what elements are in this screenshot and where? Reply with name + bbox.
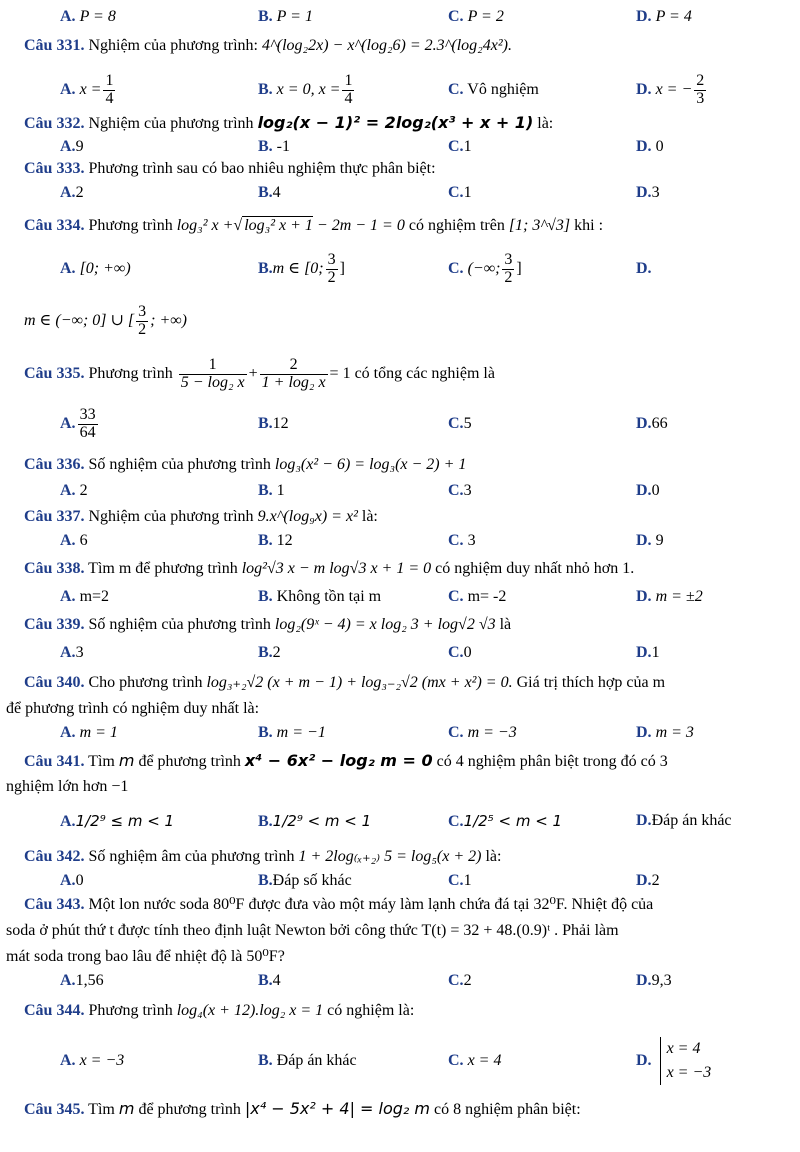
equation: 4^(log₂2x) − x^(log₂6) = 2.3^(log₂4x²). — [262, 37, 512, 54]
question-341-line2: nghiệm lớn hơn −1 — [6, 778, 129, 795]
question-337: Câu 337. Nghiệm của phương trình 9.x^(log₉x) = x² là: — [24, 508, 378, 525]
q342-options: A.0 B.Đáp số khác C.1 D.2 — [60, 872, 660, 889]
question-335: Câu 335. Phương trình $\frac{1}{\text{5 − log₂ x}}$ + $\frac{2}{\text{1 + log₂ x}}$ = 1 có tổng các nghiệm là — [24, 356, 495, 391]
question-343-line3: mát soda trong bao lâu để nhiệt độ là 50⁰F? — [6, 948, 285, 965]
question-331: Câu 331. Nghiệm của phương trình: 4^(log₂2x) − x^(log₂6) = 2.3^(log₂4x²). — [24, 37, 512, 54]
option-b: B. P = 1 — [258, 8, 313, 25]
q330-options — [0, 4, 800, 30]
q334-options: A. [0; +∞) B.m ∈ [0; $\frac{3}{2}$ ] C. (−∞; $\frac{3}{2}$ ] D. — [60, 251, 652, 286]
option-c: C. P = 2 — [448, 8, 504, 25]
q340-options: A. m = 1 B. m = −1 C. m = −3 D. m = 3 — [60, 724, 694, 741]
q332-options: A.9 B. -1 C.1 D. 0 — [60, 138, 664, 155]
question-339: Câu 339. Số nghiệm của phương trình log₂(9ˣ − 4) = x log₂ 3 + log√2 √3 là — [24, 616, 512, 633]
question-344: Câu 344. Phương trình log₄(x + 12).log₂ x = 1 có nghiệm là: — [24, 1002, 415, 1019]
question-number: Câu 331. — [24, 37, 85, 54]
question-343-line2: soda ở phút thứ t được tính theo định luật Newton bởi công thức T(t) = 32 + 48.(0.9)ᵗ . Phải làm — [6, 922, 619, 939]
option-d: D. P = 4 — [636, 8, 692, 25]
q343-options: A.1,56 B.4 C.2 D.9,3 — [60, 972, 672, 989]
question-332: Câu 332. Nghiệm của phương trình log₂(x − 1)² = 2log₂(x³ + x + 1) là: — [24, 113, 554, 132]
q335-options: A. $\frac{33}{64}$ B.12 C.5 D.66 — [60, 406, 668, 441]
question-334: Câu 334. Phương trình log₃² x +√ log₃² x + 1 − 2m − 1 = 0 có nghiệm trên [1; 3^√3] khi : — [24, 217, 604, 234]
question-343: Câu 343. Một lon nước soda 80⁰F được đưa vào một máy làm lạnh chứa đá tại 32⁰F. Nhiệt độ của — [24, 896, 654, 913]
question-342: Câu 342. Số nghiệm âm của phương trình 1 + 2log₍ₓ₊₂₎ 5 = log₅(x + 2) là: — [24, 848, 502, 865]
q333-options: A.2 B.4 C.1 D.3 — [60, 184, 660, 201]
q338-options: A. m=2 B. Không tồn tại m C. m= -2 D. m = ±2 — [60, 588, 703, 605]
q339-options: A.3 B.2 C.0 D.1 — [60, 644, 660, 661]
question-345: Câu 345. Tìm m để phương trình |x⁴ − 5x² + 4| = log₂ m có 8 nghiệm phân biệt: — [24, 1099, 581, 1118]
option-a: A. P = 8 — [60, 8, 116, 25]
question-338: Câu 338. Tìm m để phương trình log²√3 x − m log√3 x + 1 = 0 có nghiệm duy nhất nhỏ hơn 1. — [24, 560, 635, 577]
q336-options: A. 2 B. 1 C.3 D.0 — [60, 482, 660, 499]
q337-options: A. 6 B. 12 C. 3 D. 9 — [60, 532, 664, 549]
question-340: Câu 340. Cho phương trình log₃₊₂√2 (x + m − 1) + log₃₋₂√2 (mx + x²) = 0. Giá trị thích hợp của m — [24, 674, 666, 691]
q344-options: A. x = −3 B. Đáp án khác C. x = 4 D. x = 4 x = −3 — [0, 1036, 800, 1086]
question-336: Câu 336. Số nghiệm của phương trình log₃(x² − 6) = log₃(x − 2) + 1 — [24, 456, 467, 473]
question-341: Câu 341. Tìm m để phương trình x⁴ − 6x² − log₂ m = 0 có 4 nghiệm phân biệt trong đó có 3 — [24, 751, 668, 770]
q341-options: A.1/2⁹ ≤ m < 1 B.1/2⁹ < m < 1 C.1/2⁵ < m < 1 D.Đáp án khác — [60, 812, 732, 830]
question-340-line2: để phương trình có nghiệm duy nhất là: — [6, 700, 260, 717]
q334-option-d-value: m ∈ (−∞; 0] ∪ [ $\frac{3}{2}$ ; +∞) — [24, 303, 187, 338]
question-333: Câu 333. Phương trình sau có bao nhiêu nghiệm thực phân biệt: — [24, 160, 436, 177]
q331-options: A. x = $\frac{1}{4}$ B. x = 0, x = $\frac{1}{4}$ C. Vô nghiệm D. x = − $\frac{2}{3}$ — [60, 72, 705, 107]
